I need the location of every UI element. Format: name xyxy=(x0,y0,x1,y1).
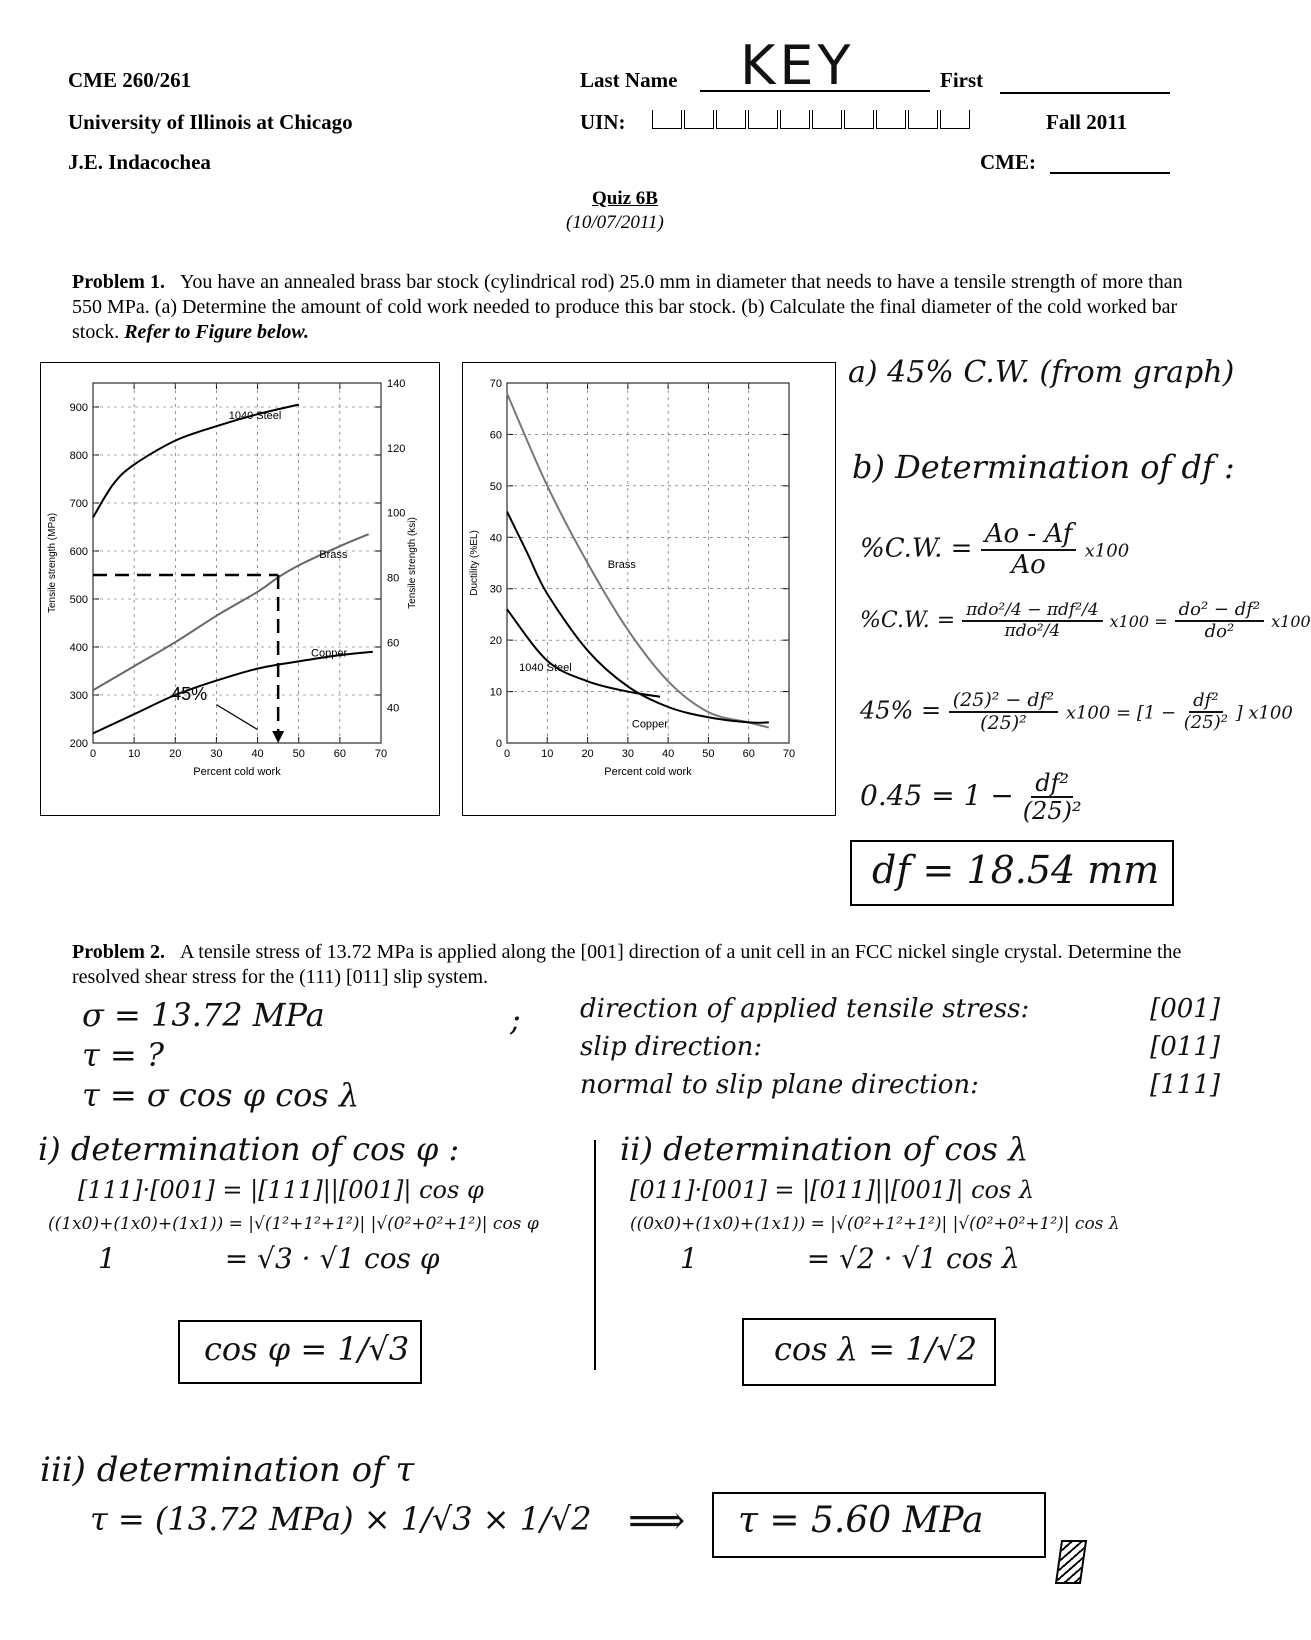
y-axis-label: Tensile strength (MPa) xyxy=(47,512,58,614)
series-label: Brass xyxy=(319,549,348,562)
part-ii-line3: = √2 · √1 cos λ xyxy=(806,1242,1020,1275)
quiz-title: Quiz 6B xyxy=(592,188,658,209)
y-tick-label: 30 xyxy=(489,583,502,596)
x-tick-label: 0 xyxy=(503,748,511,760)
final-diameter-box xyxy=(850,840,1174,906)
cos-phi-box xyxy=(178,1320,422,1384)
problem1-statement xyxy=(72,270,1212,345)
last-name-label: Last Name xyxy=(580,68,678,92)
uin-box[interactable] xyxy=(716,110,746,129)
problem1-refer: Refer to Figure below. xyxy=(124,321,310,343)
ductility-chart xyxy=(463,363,835,815)
y-tick-label: 70 xyxy=(489,378,502,390)
x-tick-label: 20 xyxy=(169,748,182,760)
given-formula: τ = σ cos φ cos λ xyxy=(82,1076,360,1114)
part-ii-line2: ((0x0)+(1x0)+(1x1)) = |√(0²+1²+1²)| |√(0²+0²+1²)| cos λ xyxy=(630,1214,1120,1234)
uin-box[interactable] xyxy=(684,110,714,129)
equation-45-percent: 45% = $\frac{\text{(25)² − df²}}{\text{(25)²}}$ x100 = [1 − $\frac{\text{df²}}{\text{(25)²}}$ ] x100 xyxy=(860,689,1293,734)
plot-frame xyxy=(507,383,789,743)
fraction: $\frac{\text{df²}}{\text{(25)²}}$ xyxy=(1183,690,1228,733)
fraction: $\frac{\text{(25)² − df²}}{\text{(25)²}}$ xyxy=(949,690,1058,734)
uin-box[interactable] xyxy=(748,110,778,129)
y-tick-label: 700 xyxy=(69,498,88,510)
part-i-line2: ((1x0)+(1x0)+(1x1)) = |√(1²+1²+1²)| |√(0²+0²+1²)| cos φ xyxy=(48,1214,539,1234)
given-list xyxy=(82,995,359,1115)
cme-field[interactable] xyxy=(1050,172,1170,174)
implies-arrow: ⟹ xyxy=(628,1498,686,1544)
divider-line xyxy=(594,1140,596,1370)
tau-result-box xyxy=(712,1492,1046,1558)
y2-tick-label: 80 xyxy=(387,572,400,585)
y-tick-label: 400 xyxy=(69,642,88,654)
y-tick-label: 60 xyxy=(489,429,502,442)
plot-frame xyxy=(93,383,381,743)
tau-result: τ = 5.60 MPa xyxy=(738,1500,984,1541)
series-label: Copper xyxy=(631,718,668,731)
series-line-copper xyxy=(93,652,373,734)
cos-lambda-result: cos λ = 1/√2 xyxy=(774,1330,978,1368)
first-label: First xyxy=(940,68,984,92)
y2-axis-label: Tensile strength (ksi) xyxy=(407,517,418,609)
part-i-line3-one: 1 xyxy=(98,1242,116,1275)
course-code: CME 260/261 xyxy=(68,68,192,92)
semicolon: ; xyxy=(510,1000,521,1038)
x-tick-label: 10 xyxy=(541,748,554,760)
quiz-date: (10/07/2011) xyxy=(566,212,664,233)
y-tick-label: 20 xyxy=(489,635,502,648)
guide-arrowhead xyxy=(272,731,284,743)
series-label: Brass xyxy=(607,559,636,572)
ductility-chart-panel xyxy=(462,362,836,816)
uin-box[interactable] xyxy=(876,110,906,129)
y-tick-label: 40 xyxy=(489,532,502,545)
given-tau: τ = ? xyxy=(82,1036,165,1074)
cos-lambda-box xyxy=(742,1318,996,1386)
end-mark-icon xyxy=(1055,1540,1087,1584)
x-tick-label: 60 xyxy=(333,748,346,760)
x-axis-label: Percent cold work xyxy=(193,766,281,778)
instructor: J.E. Indacochea xyxy=(68,150,211,174)
y2-tick-label: 140 xyxy=(387,378,406,390)
direction-row: normal to slip plane direction: [111] xyxy=(580,1070,1220,1100)
part-ii-title: ii) determination of cos λ xyxy=(620,1130,1029,1168)
uin-box[interactable] xyxy=(908,110,938,129)
part-iii-title: iii) determination of τ xyxy=(40,1450,415,1490)
direction-list xyxy=(580,990,1220,1104)
y2-tick-label: 60 xyxy=(387,637,400,650)
part-ii xyxy=(620,1130,1240,1275)
x-tick-label: 50 xyxy=(702,748,715,760)
equation-0-45: 0.45 = 1 − $\frac{\text{df²}}{\text{(25)²}}$ xyxy=(860,769,1082,826)
coldwork-annotation-label: 45% xyxy=(171,683,208,704)
last-name-field[interactable] xyxy=(700,34,930,97)
x-tick-label: 60 xyxy=(742,748,755,760)
x-tick-label: 30 xyxy=(210,748,223,760)
y-tick-label: 10 xyxy=(489,686,502,699)
part-i xyxy=(38,1130,598,1275)
x-tick-label: 50 xyxy=(292,748,305,760)
y-tick-label: 50 xyxy=(489,480,502,493)
uin-box[interactable] xyxy=(940,110,970,129)
tensile-strength-chart xyxy=(41,363,439,815)
cos-phi-result: cos φ = 1/√3 xyxy=(204,1330,410,1368)
y-tick-label: 300 xyxy=(69,690,88,702)
uin-box[interactable] xyxy=(812,110,842,129)
given-sigma: σ = 13.72 MPa xyxy=(82,996,325,1034)
x-tick-label: 0 xyxy=(89,748,97,760)
y-tick-label: 200 xyxy=(69,738,88,750)
first-name-field[interactable] xyxy=(1000,68,1170,94)
equation-cw-definition: %C.W. = $\frac{Ao - Af}{Ao}$ x100 xyxy=(860,519,1130,580)
series-line-1040-steel xyxy=(507,609,660,696)
x-tick-label: 20 xyxy=(581,748,594,760)
part-ii-line3-one: 1 xyxy=(680,1242,698,1275)
fraction: $\frac{\text{πdo²/4 − πdf²/4}}{\text{πdo²/4}}$ xyxy=(962,601,1102,640)
series-line-copper xyxy=(507,512,769,723)
direction-row: direction of applied tensile stress: [001] xyxy=(580,994,1220,1024)
part-i-line3: = √3 · √1 cos φ xyxy=(224,1242,440,1275)
part-ii-line1: [011]·[001] = |[011]||[001]| cos λ xyxy=(630,1176,1035,1204)
problem1-label: Problem 1. xyxy=(72,271,165,293)
uin-box[interactable] xyxy=(844,110,874,129)
y-tick-label: 800 xyxy=(69,450,88,462)
uin-box[interactable] xyxy=(780,110,810,129)
x-tick-label: 70 xyxy=(782,748,796,760)
y-tick-label: 900 xyxy=(69,402,88,414)
tensile-strength-chart-panel xyxy=(40,362,440,816)
answer-a: a) 45% C.W. (from graph) xyxy=(848,355,1235,390)
y2-tick-label: 40 xyxy=(387,702,400,715)
series-label: 1040 Steel xyxy=(519,662,572,674)
series-line-brass xyxy=(507,393,769,727)
fraction: $\frac{Ao - Af}{Ao}$ xyxy=(981,520,1077,579)
y-axis-label: Ductility (%EL) xyxy=(469,530,480,596)
x-tick-label: 40 xyxy=(251,748,264,760)
final-diameter: df = 18.54 mm xyxy=(872,848,1160,892)
y2-tick-label: 100 xyxy=(387,507,406,520)
uin-field[interactable] xyxy=(652,110,972,129)
problem2-text: A tensile stress of 13.72 MPa is applied along the [001] direction of a unit cell in an FCC nickel single crystal. Determine the resolved shear stress for the (111) [011] slip system. xyxy=(72,941,1182,988)
x-tick-label: 10 xyxy=(128,748,141,760)
answer-b-heading: b) Determination of df : xyxy=(852,448,1235,486)
part-i-title: i) determination of cos φ : xyxy=(38,1130,460,1168)
problem2-label: Problem 2. xyxy=(72,941,165,963)
part-i-line1: [111]·[001] = |[111]||[001]| cos φ xyxy=(78,1176,484,1204)
series-label: Copper xyxy=(311,647,348,660)
series-label: 1040 Steel xyxy=(228,410,282,422)
problem2-statement xyxy=(72,940,1212,990)
y-tick-label: 500 xyxy=(69,594,88,606)
fraction: $\frac{\text{do² − df²}}{\text{do²}}$ xyxy=(1175,600,1265,642)
uin-box[interactable] xyxy=(652,110,682,129)
uin-label: UIN: xyxy=(580,110,626,134)
annotation-pointer xyxy=(216,705,257,730)
equation-cw-diameter: %C.W. = $\frac{\text{πdo²/4 − πdf²/4}}{\text{πdo²/4}}$ x100 = $\frac{\text{do² − df²}}{\text{do²}}$ x100 xyxy=(860,599,1311,642)
x-tick-label: 70 xyxy=(374,748,388,760)
x-axis-label: Percent cold work xyxy=(604,766,692,778)
y2-tick-label: 120 xyxy=(387,442,406,455)
term: Fall 2011 xyxy=(1046,110,1128,134)
x-tick-label: 40 xyxy=(662,748,675,760)
last-name-value: KEY xyxy=(740,34,855,97)
cme-label: CME: xyxy=(980,150,1036,174)
university: University of Illinois at Chicago xyxy=(68,110,353,134)
part-iii-line1: τ = (13.72 MPa) × 1/√3 × 1/√2 xyxy=(90,1500,592,1538)
fraction: $\frac{\text{df²}}{\text{(25)²}}$ xyxy=(1022,769,1082,826)
x-tick-label: 30 xyxy=(621,748,634,760)
y-tick-label: 0 xyxy=(495,738,502,750)
y-tick-label: 600 xyxy=(69,546,88,558)
problem1-text: You have an annealed brass bar stock (cylindrical rod) 25.0 mm in diameter that needs to have a tensile strength of more than 550 MPa. (a) Determine the amount of cold work needed to produce this bar stock. (b) Calculate the final diameter of the cold worked bar stock. xyxy=(72,271,1183,343)
direction-row: slip direction: [011] xyxy=(580,1032,1220,1062)
